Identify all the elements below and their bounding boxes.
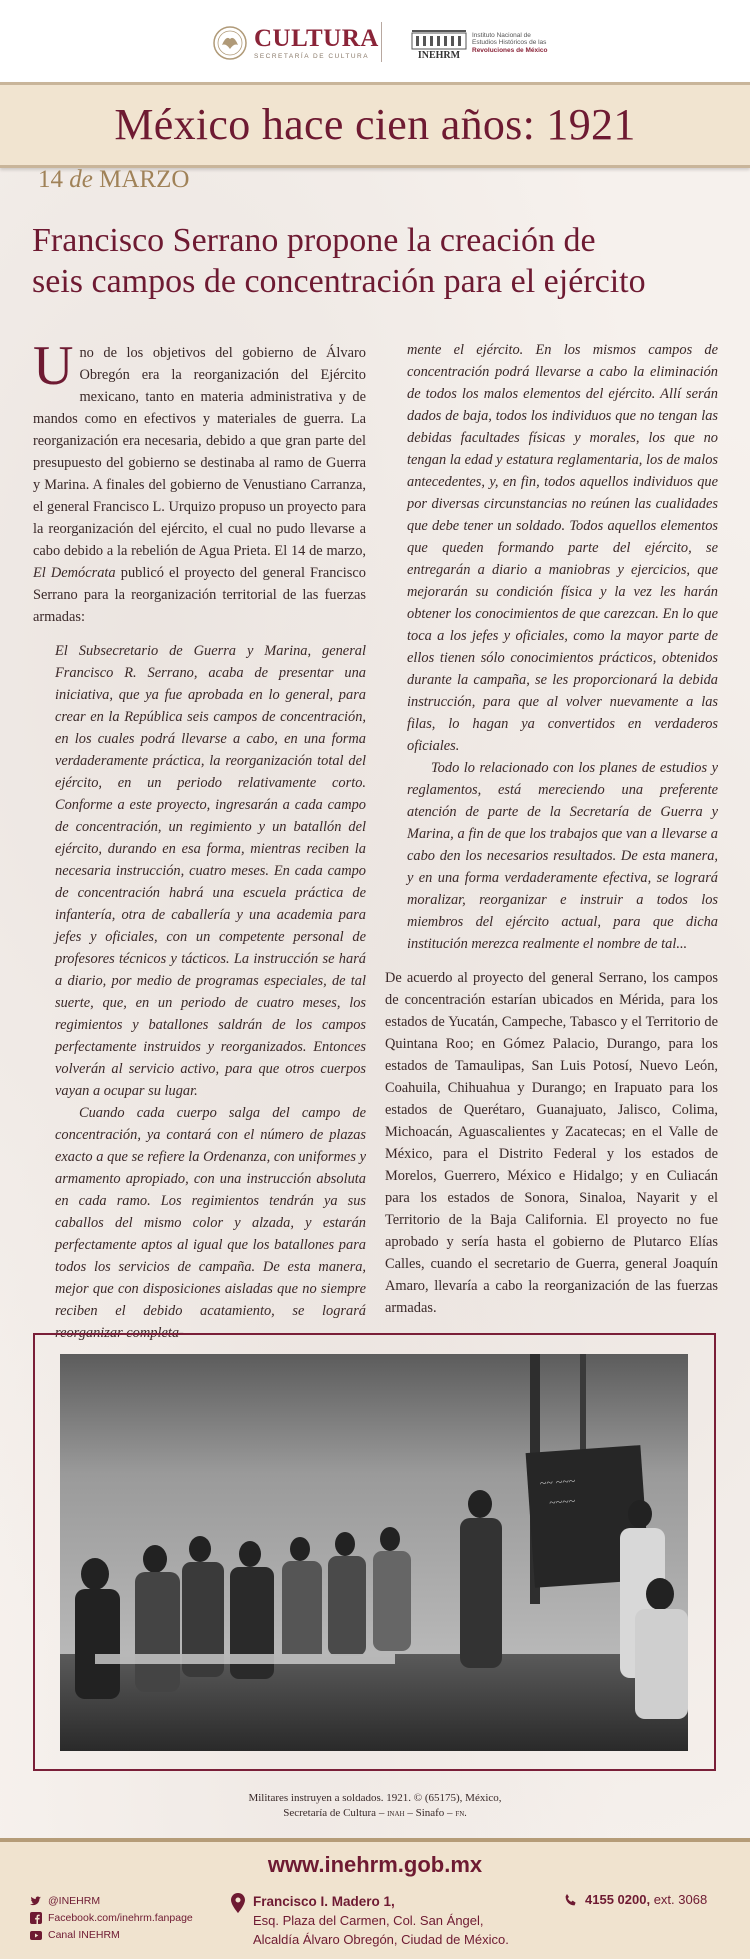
closing-paragraph: De acuerdo al proyecto del general Serrano, los campos de concentración estarían ubicados en Mérida, para los estados de Yucatán, Campeche, Tabasco y el Territorio de Quintana Roo; en Gómez Palacio, Durango, para los estados de Tamaulipas, San Luis Potosí, Nuevo León, Coahuila, Chihuahua y Durango; en Irapuato para los estados de Querétaro, Guanajuato, Jalisco, Colima, Michoacán, Aguascalientes y Zacatecas; en el Valle de México, para el Distrito Federal y los estados de Morelos, Guerrero, México e Hidalgo; y en Culiacán para los estados de Sonora, Sinaloa, Nayarit y el Territorio de la Baja California. El proyecto no fue aprobado y sería hasta el gobierno de Plutarco Elías Calles, cuando el secretario de Guerra, general Joaquín Amaro, llevaría a cabo la reorganización de las fuerzas armadas. bbox=[385, 970, 718, 1316]
cultura-subtitle: SECRETARÍA DE CULTURA bbox=[254, 52, 370, 60]
caption-fn: fn. bbox=[455, 1808, 467, 1819]
inehrm-name-line-2: Estudios Históricos de las bbox=[472, 39, 547, 47]
date-month: MARZO bbox=[99, 166, 190, 193]
inehrm-name-line-3: Revoluciones de México bbox=[472, 46, 548, 54]
facebook-link[interactable] bbox=[30, 1909, 193, 1926]
footer bbox=[0, 1838, 750, 1959]
quote-paragraph-4: Todo lo relacionado con los planes de estudios y reglamentos, está mereciendo una preferente atención de parte de la Secretaría de Guerra y Marina, a fin de que los trabajos que van a llevarse a cabo den los necesarios resultados. De esta manera, y en una forma verdaderamente efectiva, se logrará moralizar, reorganizar e instruir a todos los miembros del ejército actual, para que dicha institución merezca realmente el nombre de tal... bbox=[407, 760, 718, 952]
address-line-1: Francisco I. Madero 1, bbox=[253, 1894, 395, 1909]
article-column-left bbox=[33, 335, 366, 1344]
youtube-icon bbox=[30, 1929, 42, 1941]
svg-text:~~~~: ~~~~ bbox=[548, 1493, 576, 1510]
address-line-2: Esq. Plaza del Carmen, Col. San Ángel, bbox=[253, 1913, 484, 1928]
date-line bbox=[38, 166, 189, 194]
inehrm-acronym: INEHRM bbox=[417, 50, 461, 59]
cultura-logo[interactable] bbox=[212, 24, 379, 62]
intro-text-b: publicó el proyecto del general Francisco Serrano para la reorganización territorial de las fuerzas armadas: bbox=[33, 565, 366, 625]
inehrm-logo[interactable] bbox=[410, 26, 548, 60]
location-pin-icon bbox=[231, 1893, 245, 1913]
header-bar bbox=[0, 0, 750, 82]
caption-line-2a: Secretaría de Cultura – bbox=[283, 1807, 385, 1819]
website-link[interactable]: www.inehrm.gob.mx bbox=[267, 1852, 483, 1877]
address-line-3: Alcaldía Álvaro Obregón, Ciudad de México. bbox=[253, 1932, 509, 1947]
caption-line-1: Militares instruyen a soldados. 1921. © (65175), México, bbox=[248, 1792, 502, 1804]
inehrm-building-icon bbox=[410, 27, 468, 59]
article-column-right bbox=[385, 339, 718, 1319]
phone-block[interactable] bbox=[564, 1892, 707, 1907]
youtube-channel: Canal INEHRM bbox=[48, 1928, 120, 1941]
photo-caption bbox=[0, 1791, 750, 1821]
address-block bbox=[253, 1892, 509, 1949]
social-links bbox=[30, 1892, 193, 1943]
youtube-link[interactable] bbox=[30, 1926, 193, 1943]
quote-paragraph-1: El Subsecretario de Guerra y Marina, general Francisco R. Serrano, acaba de presentar una iniciativa, que ya fue aprobada en lo general, para crear en la República seis campos de concentración, en los cuales podrá llevarse a cabo, en una forma verdaderamente práctica, la reorganización total del ejército, en un periodo relativamente corto. Conforme a este proyecto, ingresarán a cada campo de concentración, un regimiento y un batallón del ejército, durando en esa forma, mientras reciben la necesaria instrucción, cuatro meses. En cada campo de concentración habrá una escuela práctica de infantería, otra de caballería y una academia para jefes y oficiales, con un competente personal de profesores técnicos y tácticos. La instrucción se hará a diario, por medio de programas especiales, de tal suerte, que, en un periodo de cuatro meses, los regimientos y batallones saldrán de los campos perfectamente instruidos y reorganizados. Entonces volverán al servicio activo, para que otros cuerpos vayan a ocupar su lugar. bbox=[55, 643, 366, 1099]
soldiers-classroom-illustration bbox=[60, 1354, 688, 1751]
cultura-title: CULTURA bbox=[254, 24, 379, 52]
caption-inah: inah bbox=[387, 1808, 405, 1819]
caption-line-2c: – Sinafo – bbox=[407, 1807, 453, 1819]
twitter-link[interactable] bbox=[30, 1892, 193, 1909]
date-de: de bbox=[69, 166, 93, 193]
title-banner bbox=[0, 82, 750, 168]
article-headline bbox=[32, 220, 722, 302]
intro-paragraph bbox=[33, 335, 366, 628]
quote-paragraph-3: mente el ejército. En los mismos campos de concentración podrá llevarse a cabo la eliminación de todos los malos elementos del ejército. Allí serán dados de baja, todos los individuos que no tengan las debidas facultades físicas y morales, los que no tengan la edad y estatura reglamentaria, los de malos antecedentes, y, en fin, todos aquellos individuos que por diversas circunstancias no reúnen las cualidades que debe tener un soldado. Todos aquellos elementos que queden formando parte del ejército, se entregarán a diario a maniobras y ejercicios, que mejorarán su condición física y la vez les harán obtener los conocimientos de que carezcan. En lo que toca a los jefes y oficiales, como la mayor parte de ellos tienen sólo conocimientos prácticos, obtenidos durante la campaña, se les proporcionará la debida instrucción, para que al volver nuevamente a las filas, lo hagan ya convertidos en verdaderos oficiales. bbox=[407, 342, 718, 754]
newspaper-name: El Demócrata bbox=[33, 565, 116, 581]
intro-text-a: no de los objetivos del gobierno de Álvaro Obregón era la reorganización del Ejército mexicano, tanto en materia administrativa y de mandos como en efectivos y materiales de guerra. La reorganización era necesaria, debido a que gran parte del presupuesto del gobierno se destinaba al ramo de Guerra y Marina. A finales del gobierno de Venustiano Carranza, el general Francisco L. Urquizo propuso un proyecto para la reorganización del ejército, el cual no pudo llevarse a cabo debido a la rebelión de Agua Prieta. El 14 de marzo, bbox=[33, 345, 366, 559]
facebook-icon bbox=[30, 1912, 42, 1924]
facebook-url: Facebook.com/inehrm.fanpage bbox=[48, 1911, 193, 1924]
logo-divider bbox=[381, 22, 382, 62]
headline-line-1: Francisco Serrano propone la creación de bbox=[32, 222, 596, 259]
phone-ext: ext. 3068 bbox=[653, 1892, 708, 1907]
phone-icon bbox=[564, 1893, 578, 1907]
quote-paragraph-2: Cuando cada cuerpo salga del campo de concentración, ya contará con el número de plazas exacto a que se refiere la Ordenanza, con uniformes y armamento apropiado, con una instrucción absoluta en cada ramo. Los regimientos tendrán ya sus caballos del mismo color y alzada, y estarán perfectamente aptos al igual que los batallones para todos los servicios de campaña. De esta manera, mejor que con disposiciones aisladas que no siempre reciben el debido acatamiento, se logrará reorganizar completa- bbox=[55, 1105, 366, 1341]
historical-photo bbox=[60, 1354, 688, 1751]
phone-number: 4155 0200, bbox=[585, 1892, 651, 1907]
inehrm-name-line-1: Instituto Nacional de bbox=[472, 31, 531, 39]
banner-title: México hace cien años: 1921 bbox=[114, 100, 636, 149]
svg-text:~~ ~~~: ~~ ~~~ bbox=[539, 1473, 576, 1491]
dropcap: U bbox=[33, 335, 74, 397]
twitter-icon bbox=[30, 1895, 42, 1907]
headline-line-2: seis campos de concentración para el ejército bbox=[32, 263, 646, 300]
eagle-seal-icon bbox=[212, 25, 248, 61]
twitter-handle: @INEHRM bbox=[48, 1894, 101, 1907]
date-day: 14 bbox=[38, 166, 63, 193]
